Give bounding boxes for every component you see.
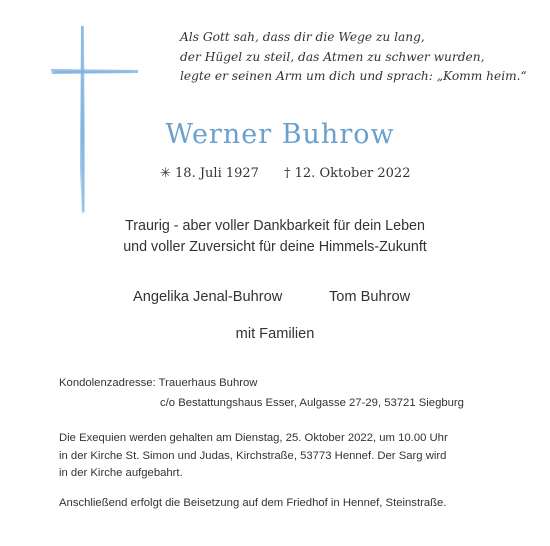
cross-icon <box>50 22 140 217</box>
burial-text: Anschließend erfolgt die Beisetzung auf dem Friedhof in Hennef, Steinstraße. <box>59 497 447 509</box>
mourning-text <box>60 216 490 258</box>
deceased-name: Werner Buhrow <box>165 119 395 150</box>
exequies-line: in der Kirche aufgebahrt. <box>59 467 183 479</box>
condolence-address: Kondolenzadresse: Trauerhaus Buhrow <box>59 377 258 389</box>
exequies-line: Die Exequien werden gehalten am Dienstag, 25. Oktober 2022, um 10.00 Uhr <box>59 432 448 444</box>
exequies-line: in der Kirche St. Simon und Judas, Kirchstraße, 53773 Hennef. Der Sarg wird <box>59 449 447 462</box>
birth-date: ✳ 18. Juli 1927 <box>160 166 259 181</box>
family-with-families: mit Familien <box>235 326 315 342</box>
poem-line: Als Gott sah, dass dir die Wege zu lang, <box>180 30 425 44</box>
condolence-address-detail: c/o Bestattungshaus Esser, Aulgasse 27-29, 53721 Siegburg <box>160 397 464 409</box>
exequies-text <box>59 430 499 483</box>
poem <box>180 28 527 87</box>
death-date: † 12. Oktober 2022 <box>284 166 411 181</box>
poem-line: legte er seinen Arm um dich und sprach: „Komm heim.“ <box>180 69 527 83</box>
poem-line: der Hügel zu steil, das Atmen zu schwer wurden, <box>180 49 485 64</box>
mourning-line: und voller Zuversicht für deine Himmels-Zukunft <box>123 239 427 255</box>
mourning-line: Traurig - aber voller Dankbarkeit für dein Leben <box>125 218 425 234</box>
family-name-angelika: Angelika Jenal-Buhrow <box>133 289 283 305</box>
family-name-tom: Tom Buhrow <box>329 289 411 305</box>
